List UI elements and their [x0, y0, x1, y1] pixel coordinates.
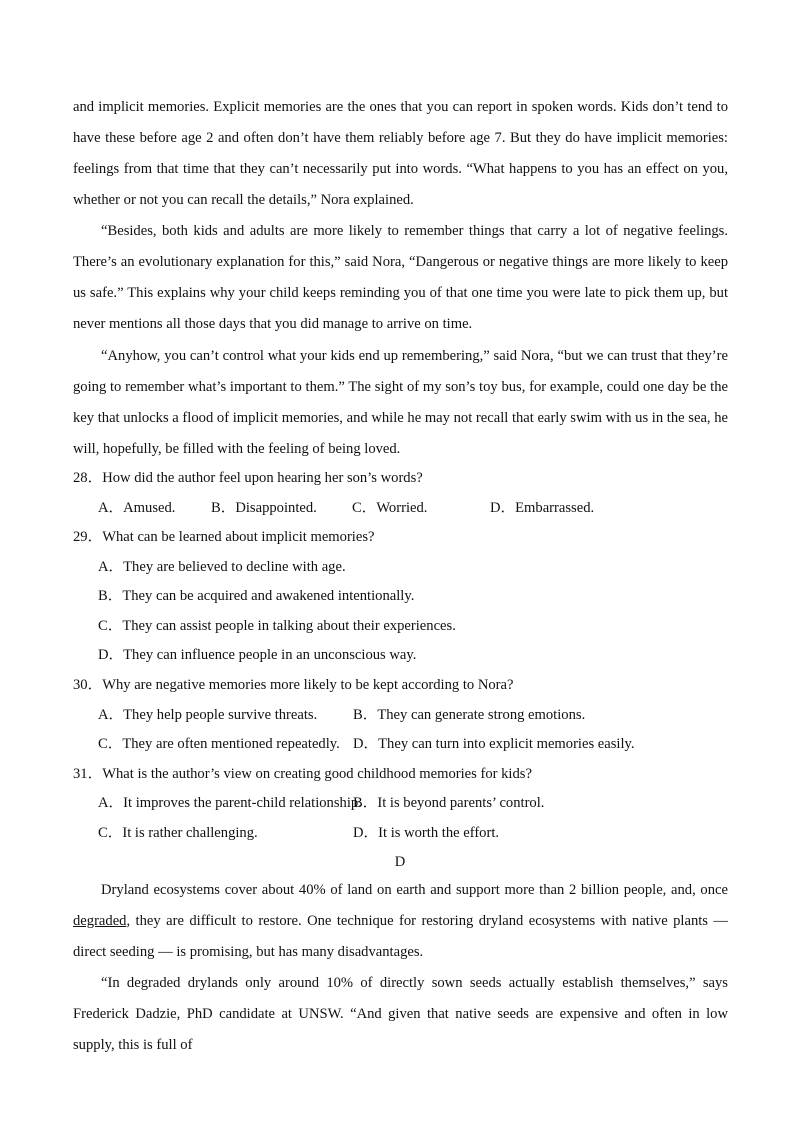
- passage-c-paragraph-3: [73, 341, 728, 465]
- passage-d-paragraph-1-text-after: , they are difficult to restore. One technique for restoring dryland ecosystems with native plants — direct seeding — is promising, but has many disadvantages.: [73, 913, 728, 960]
- question-31-option-c: C．It is rather challenging.: [98, 825, 258, 841]
- question-30-option-a: A．They help people survive threats.: [98, 707, 318, 723]
- passage-c-paragraph-2: [73, 216, 728, 340]
- question-31-option-d: D．It is worth the effort.: [353, 825, 500, 841]
- question-28-stem: 28．How did the author feel upon hearing her son’s words?: [73, 470, 423, 486]
- question-30-stem: 30．Why are negative memories more likely to be kept according to Nora?: [73, 677, 514, 693]
- question-29-option-a: A．They are believed to decline with age.: [98, 559, 346, 575]
- question-31-option-b: B．It is beyond parents’ control.: [353, 795, 545, 811]
- question-30-option-c: C．They are often mentioned repeatedly.: [98, 736, 340, 752]
- question-29-option-b: B．They can be acquired and awakened intentionally.: [98, 588, 415, 604]
- question-28-option-b: B．Disappointed.: [211, 500, 317, 516]
- question-30-option-b: B．They can generate strong emotions.: [353, 707, 586, 723]
- question-29-option-d: D．They can influence people in an unconscious way.: [98, 647, 417, 663]
- question-31-option-a: A．It improves the parent-child relationship.: [98, 795, 362, 811]
- question-28-option-d: D．Embarrassed.: [490, 500, 595, 516]
- passage-c-paragraph-1: and implicit memories. Explicit memories are the ones that you can report in spoken words. Kids don’t tend to have these before age 2 and often don’t have them reliably before age 7. But they do have implicit memories: feelings from that time that they can’t necessarily put into words. “What happens to you has an effect on you, whether or not you can recall the details,” Nora explained.: [73, 99, 728, 208]
- passage-c-paragraph-3-text: “Anyhow, you can’t control what your kids end up remembering,” said Nora, “but we can trust that they’re going to remember what’s important to them.” The sight of my son’s toy bus, for example, could one day be the key that unlocks a flood of implicit memories, and while he may not recall that early swim with us in the sea, he will, hopefully, be filled with the feeling of being loved.: [73, 348, 728, 457]
- passage-d-heading: D: [394, 854, 406, 870]
- question-28-option-a: A．Amused.: [98, 500, 176, 516]
- passage-d-paragraph-1: [73, 875, 728, 968]
- question-29-stem: 29．What can be learned about implicit memories?: [73, 529, 375, 545]
- question-28-option-c: C．Worried.: [352, 500, 428, 516]
- passage-c-paragraph-2-text: “Besides, both kids and adults are more likely to remember things that carry a lot of negative feelings. There’s an evolutionary explanation for this,” said Nora, “Dangerous or negative things are more likely to keep us safe.” This explains why your child keeps reminding you of that one time you were late to pick them up, but never mentions all those days that you did manage to arrive on time.: [73, 223, 728, 332]
- passage-d-paragraph-1-text-before: Dryland ecosystems cover about 40% of land on earth and support more than 2 billion people, and, once: [101, 882, 728, 898]
- underlined-word-degraded: degraded: [73, 913, 127, 929]
- question-29-option-c: C．They can assist people in talking about their experiences.: [98, 618, 456, 634]
- passage-d-paragraph-2: [73, 968, 728, 1061]
- question-30-option-d: D．They can turn into explicit memories easily.: [353, 736, 635, 752]
- passage-d-paragraph-2-text: “In degraded drylands only around 10% of directly sown seeds actually establish themselves,” says Frederick Dadzie, PhD candidate at UNSW. “And given that native seeds are expensive and often in low supply, this is full of: [73, 975, 728, 1053]
- question-31-stem: 31．What is the author’s view on creating good childhood memories for kids?: [73, 766, 532, 782]
